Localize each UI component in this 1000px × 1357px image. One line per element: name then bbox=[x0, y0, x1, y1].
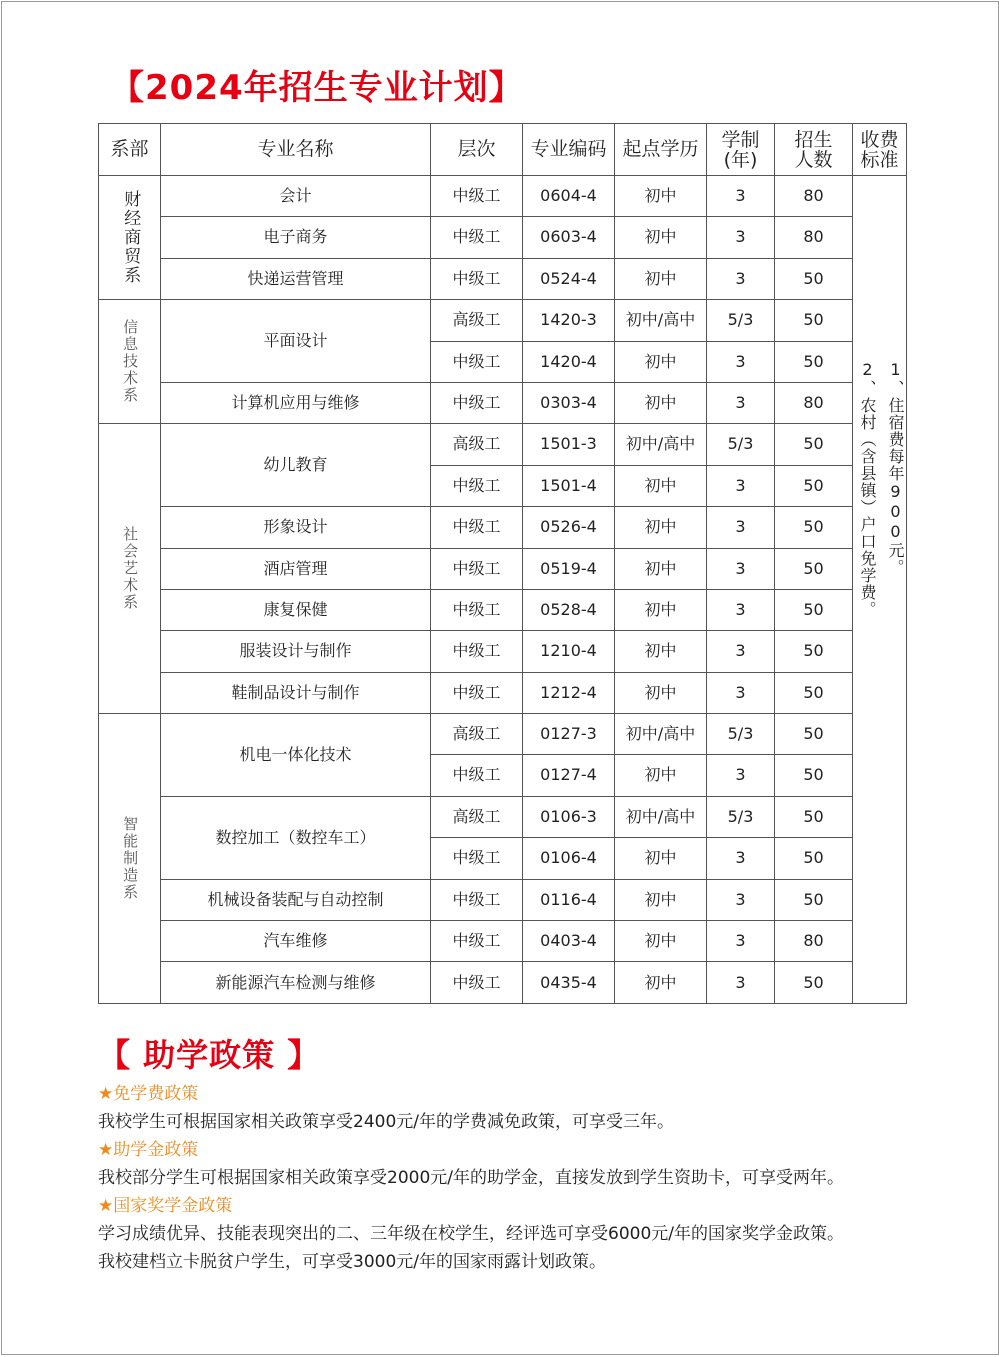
years-cell: 3 bbox=[707, 507, 775, 548]
years-cell: 5/3 bbox=[707, 424, 775, 465]
years-cell: 3 bbox=[707, 548, 775, 589]
policy-title: ★免学费政策 bbox=[98, 1084, 199, 1104]
code-cell: 0603-4 bbox=[523, 217, 615, 258]
years-cell: 3 bbox=[707, 382, 775, 423]
table-row bbox=[99, 921, 907, 962]
count-cell: 50 bbox=[775, 714, 853, 755]
start-cell: 初中/高中 bbox=[615, 796, 707, 837]
years-cell: 3 bbox=[707, 838, 775, 879]
level-cell: 高级工 bbox=[431, 300, 523, 341]
major-cell: 康复保健 bbox=[161, 589, 431, 630]
count-cell: 80 bbox=[775, 921, 853, 962]
start-cell: 初中/高中 bbox=[615, 300, 707, 341]
table-row bbox=[99, 424, 907, 465]
table-row bbox=[99, 258, 907, 299]
level-cell: 中级工 bbox=[431, 672, 523, 713]
table-row bbox=[99, 507, 907, 548]
years-cell: 3 bbox=[707, 755, 775, 796]
years-cell: 3 bbox=[707, 631, 775, 672]
start-cell: 初中 bbox=[615, 589, 707, 630]
policy-text: 我校部分学生可根据国家相关政策享受2000元/年的助学金，直接发放到学生资助卡，可享受两年。 bbox=[98, 1168, 844, 1188]
start-cell: 初中 bbox=[615, 631, 707, 672]
header-count: 招生 人数 bbox=[775, 124, 853, 176]
level-cell: 高级工 bbox=[431, 424, 523, 465]
count-cell: 50 bbox=[775, 465, 853, 506]
major-cell: 幼儿教育 bbox=[161, 424, 431, 507]
major-cell: 新能源汽车检测与维修 bbox=[161, 962, 431, 1004]
code-cell: 0127-4 bbox=[523, 755, 615, 796]
start-cell: 初中/高中 bbox=[615, 714, 707, 755]
dept-name: 社会艺术系 bbox=[121, 526, 140, 612]
count-cell: 50 bbox=[775, 424, 853, 465]
years-cell: 3 bbox=[707, 672, 775, 713]
code-cell: 0524-4 bbox=[523, 258, 615, 299]
level-cell: 中级工 bbox=[431, 465, 523, 506]
count-cell: 50 bbox=[775, 755, 853, 796]
major-cell: 形象设计 bbox=[161, 507, 431, 548]
table-row bbox=[99, 548, 907, 589]
header-years: 学制 (年) bbox=[707, 124, 775, 176]
brochure-page bbox=[1, 1, 999, 1355]
start-cell: 初中 bbox=[615, 217, 707, 258]
major-cell: 鞋制品设计与制作 bbox=[161, 672, 431, 713]
start-cell: 初中 bbox=[615, 879, 707, 920]
level-cell: 中级工 bbox=[431, 176, 523, 217]
years-cell: 5/3 bbox=[707, 796, 775, 837]
years-cell: 3 bbox=[707, 879, 775, 920]
code-cell: 0435-4 bbox=[523, 962, 615, 1004]
major-cell: 快递运营管理 bbox=[161, 258, 431, 299]
dept-name: 智能制造系 bbox=[121, 816, 140, 902]
code-cell: 1501-4 bbox=[523, 465, 615, 506]
count-cell: 50 bbox=[775, 589, 853, 630]
level-cell: 中级工 bbox=[431, 589, 523, 630]
count-cell: 50 bbox=[775, 258, 853, 299]
major-cell: 服装设计与制作 bbox=[161, 631, 431, 672]
years-cell: 3 bbox=[707, 589, 775, 630]
major-cell: 数控加工（数控车工） bbox=[161, 796, 431, 879]
policy-text: 学习成绩优异、技能表现突出的二、三年级在校学生，经评选可享受6000元/年的国家奖学金政策。 bbox=[98, 1224, 844, 1244]
count-cell: 50 bbox=[775, 962, 853, 1004]
start-cell: 初中 bbox=[615, 176, 707, 217]
level-cell: 中级工 bbox=[431, 507, 523, 548]
enrollment-plan-table bbox=[98, 123, 907, 1004]
count-cell: 50 bbox=[775, 341, 853, 382]
header-dept: 系部 bbox=[99, 124, 161, 176]
code-cell: 0106-3 bbox=[523, 796, 615, 837]
major-cell: 机械设备装配与自动控制 bbox=[161, 879, 431, 920]
aid-policy-title: 【 助学政策 】 bbox=[98, 1036, 321, 1074]
major-cell: 机电一体化技术 bbox=[161, 714, 431, 797]
header-fee: 收费 标准 bbox=[853, 124, 907, 176]
code-cell: 0528-4 bbox=[523, 589, 615, 630]
code-cell: 0526-4 bbox=[523, 507, 615, 548]
fee-cell bbox=[853, 176, 907, 1004]
years-cell: 3 bbox=[707, 962, 775, 1004]
level-cell: 中级工 bbox=[431, 921, 523, 962]
major-cell: 汽车维修 bbox=[161, 921, 431, 962]
table-header-row bbox=[99, 124, 907, 176]
count-cell: 50 bbox=[775, 796, 853, 837]
table-row bbox=[99, 176, 907, 217]
policy-title: ★助学金政策 bbox=[98, 1140, 199, 1160]
start-cell: 初中/高中 bbox=[615, 424, 707, 465]
start-cell: 初中 bbox=[615, 258, 707, 299]
start-cell: 初中 bbox=[615, 962, 707, 1004]
count-cell: 50 bbox=[775, 879, 853, 920]
level-cell: 中级工 bbox=[431, 755, 523, 796]
major-cell: 计算机应用与维修 bbox=[161, 382, 431, 423]
years-cell: 5/3 bbox=[707, 300, 775, 341]
code-cell: 0519-4 bbox=[523, 548, 615, 589]
count-cell: 50 bbox=[775, 507, 853, 548]
code-cell: 0303-4 bbox=[523, 382, 615, 423]
start-cell: 初中 bbox=[615, 507, 707, 548]
start-cell: 初中 bbox=[615, 341, 707, 382]
header-level: 层次 bbox=[431, 124, 523, 176]
policy-extra-text: 我校建档立卡脱贫户学生，可享受3000元/年的国家雨露计划政策。 bbox=[98, 1252, 606, 1272]
major-cell: 平面设计 bbox=[161, 300, 431, 383]
dept-cell bbox=[99, 176, 161, 300]
dept-cell bbox=[99, 300, 161, 424]
code-cell: 0116-4 bbox=[523, 879, 615, 920]
dept-cell bbox=[99, 714, 161, 1004]
count-cell: 50 bbox=[775, 838, 853, 879]
level-cell: 高级工 bbox=[431, 714, 523, 755]
count-cell: 50 bbox=[775, 548, 853, 589]
major-cell: 电子商务 bbox=[161, 217, 431, 258]
years-cell: 3 bbox=[707, 258, 775, 299]
start-cell: 初中 bbox=[615, 465, 707, 506]
count-cell: 80 bbox=[775, 382, 853, 423]
header-code: 专业编码 bbox=[523, 124, 615, 176]
table-row bbox=[99, 589, 907, 630]
code-cell: 1210-4 bbox=[523, 631, 615, 672]
years-cell: 3 bbox=[707, 217, 775, 258]
table-row bbox=[99, 217, 907, 258]
start-cell: 初中 bbox=[615, 755, 707, 796]
aid-policy-list bbox=[98, 1080, 978, 1276]
years-cell: 3 bbox=[707, 176, 775, 217]
table-row bbox=[99, 796, 907, 837]
count-cell: 50 bbox=[775, 631, 853, 672]
code-cell: 1420-4 bbox=[523, 341, 615, 382]
count-cell: 80 bbox=[775, 176, 853, 217]
start-cell: 初中 bbox=[615, 838, 707, 879]
code-cell: 0106-4 bbox=[523, 838, 615, 879]
header-start: 起点学历 bbox=[615, 124, 707, 176]
years-cell: 3 bbox=[707, 465, 775, 506]
years-cell: 3 bbox=[707, 341, 775, 382]
table-row bbox=[99, 879, 907, 920]
code-cell: 0127-3 bbox=[523, 714, 615, 755]
level-cell: 高级工 bbox=[431, 796, 523, 837]
fee-note: 1、住宿费每年900元。 2、农村（含县镇）户口免学费。 bbox=[858, 359, 905, 618]
dept-cell bbox=[99, 424, 161, 714]
header-major: 专业名称 bbox=[161, 124, 431, 176]
years-cell: 3 bbox=[707, 921, 775, 962]
code-cell: 1212-4 bbox=[523, 672, 615, 713]
start-cell: 初中 bbox=[615, 548, 707, 589]
start-cell: 初中 bbox=[615, 921, 707, 962]
dept-name: 财经商贸系 bbox=[120, 190, 141, 286]
count-cell: 50 bbox=[775, 672, 853, 713]
table-row bbox=[99, 382, 907, 423]
table-row bbox=[99, 672, 907, 713]
dept-name: 信息技术系 bbox=[121, 319, 140, 405]
level-cell: 中级工 bbox=[431, 631, 523, 672]
start-cell: 初中 bbox=[615, 672, 707, 713]
major-cell: 会计 bbox=[161, 176, 431, 217]
policy-title: ★国家奖学金政策 bbox=[98, 1196, 233, 1216]
years-cell: 5/3 bbox=[707, 714, 775, 755]
level-cell: 中级工 bbox=[431, 341, 523, 382]
table-row bbox=[99, 714, 907, 755]
code-cell: 0604-4 bbox=[523, 176, 615, 217]
level-cell: 中级工 bbox=[431, 548, 523, 589]
code-cell: 1420-3 bbox=[523, 300, 615, 341]
major-cell: 酒店管理 bbox=[161, 548, 431, 589]
plan-title: 【2024年招生专业计划】 bbox=[110, 68, 524, 108]
code-cell: 0403-4 bbox=[523, 921, 615, 962]
level-cell: 中级工 bbox=[431, 838, 523, 879]
level-cell: 中级工 bbox=[431, 962, 523, 1004]
level-cell: 中级工 bbox=[431, 879, 523, 920]
level-cell: 中级工 bbox=[431, 217, 523, 258]
table-row bbox=[99, 631, 907, 672]
count-cell: 80 bbox=[775, 217, 853, 258]
table-row bbox=[99, 300, 907, 341]
policy-text: 我校学生可根据国家相关政策享受2400元/年的学费减免政策，可享受三年。 bbox=[98, 1112, 674, 1132]
start-cell: 初中 bbox=[615, 382, 707, 423]
code-cell: 1501-3 bbox=[523, 424, 615, 465]
count-cell: 50 bbox=[775, 300, 853, 341]
level-cell: 中级工 bbox=[431, 382, 523, 423]
level-cell: 中级工 bbox=[431, 258, 523, 299]
table-row bbox=[99, 962, 907, 1004]
